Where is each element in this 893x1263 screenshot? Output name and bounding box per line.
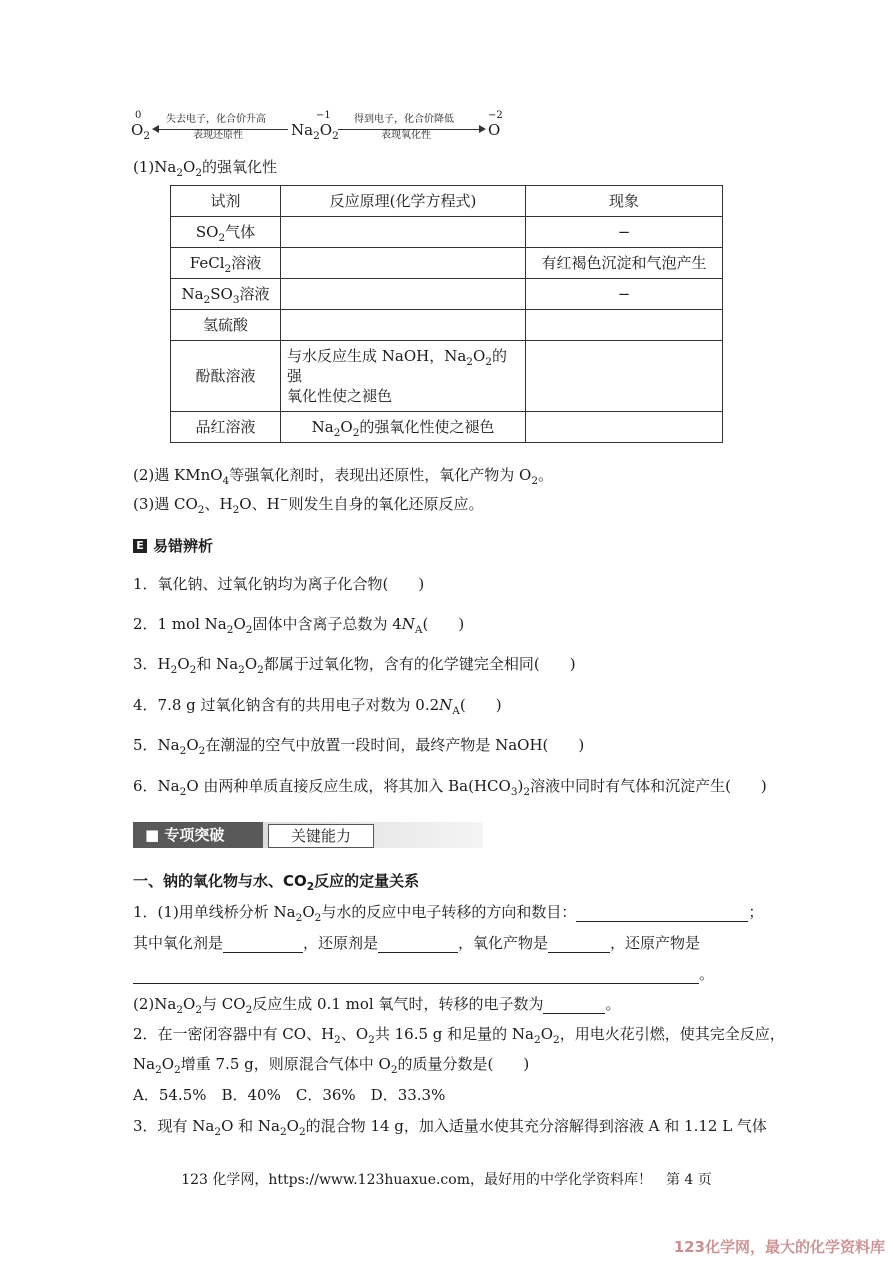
- banner-key-ability: 关键能力: [268, 824, 374, 848]
- gain-electron-label: 得到电子，化合价降低: [354, 114, 454, 125]
- phenomenon-cell: −: [526, 279, 723, 310]
- phenomenon-cell: [526, 412, 723, 443]
- principle-cell: 与水反应生成 NaOH，$Na_2O_2$的强 氧化性使之褪色: [281, 341, 526, 412]
- question-1-part-2: $(2)Na_2O_2$与 $CO_2$反应生成 0.1 mol 氧气时，转移的电子数为 。: [133, 995, 621, 1016]
- oxidizing-label: 表现氧化性: [381, 130, 431, 141]
- ox-state-o: −2: [488, 110, 503, 121]
- reductant-blank[interactable]: [378, 936, 458, 953]
- list-item: 4．7.8 g 过氧化钠含有的共用电子对数为 $0.2N_A$( ): [133, 696, 502, 717]
- arrow-right-icon: [479, 125, 486, 133]
- reagent-cell: 品红溶液: [171, 412, 281, 443]
- table-row: [171, 310, 723, 341]
- phenomenon-cell: [526, 341, 723, 412]
- table-row: [171, 279, 723, 310]
- list-item: 5．$Na_2O_2$在潮湿的空气中放置一段时间，最终产物是 NaOH( ): [133, 736, 585, 757]
- banner-special-topic: ■ 专项突破: [133, 822, 263, 848]
- oxidant-blank[interactable]: [223, 936, 303, 953]
- reaction-table: [170, 185, 723, 443]
- watermark: 123化学网，最大的化学资料库: [673, 1238, 885, 1256]
- section-tag-icon: E: [133, 539, 147, 553]
- question-1-line-2: 其中氧化剂是 ，还原剂是 ，氧化产物是 ，还原产物是: [133, 934, 701, 952]
- principle-cell: [281, 310, 526, 341]
- reducing-property-line: (2)遇 KMnO$_4$等强氧化剂时，表现出还原性，氧化产物为 $O_2$。: [133, 466, 554, 487]
- phenomenon-cell: 有红褐色沉淀和气泡产生: [526, 248, 723, 279]
- page-footer: 123 化学网，https://www.123huaxue.com，最好用的中学化学资料库！ 第 4 页: [181, 1172, 712, 1188]
- question-2-line-2: $Na_2O_2$增重 7.5 g，则原混合气体中 $O_2$的质量分数是( ): [133, 1055, 530, 1076]
- lose-electron-label: 失去电子，化合价升高: [166, 114, 266, 125]
- header-reagent: 试剂: [171, 186, 281, 217]
- reduction-product-blank[interactable]: [133, 967, 699, 984]
- reagent-cell: $SO_2$气体: [171, 217, 281, 248]
- ox-state-na2o2: −1: [316, 110, 331, 121]
- list-item: 1．氧化钠、过氧化钠均为离子化合物( ): [133, 575, 425, 593]
- reagent-cell: FeCl$_2$溶液: [171, 248, 281, 279]
- species-o: O: [488, 121, 501, 139]
- table-row: [171, 248, 723, 279]
- list-item: 2．1 mol $Na_2O_2$固体中含离子总数为 $4N_A$( ): [133, 615, 465, 636]
- principle-cell: [281, 279, 526, 310]
- question-2-line-1: 2．在一密闭容器中有 CO、$H_2$、$O_2$共 16.5 g 和足量的 $Na_2O_2$，用电火花引燃，使其完全反应，: [133, 1025, 785, 1046]
- reagent-cell: 酚酞溶液: [171, 341, 281, 412]
- principle-cell: [281, 248, 526, 279]
- principle-cell: [281, 217, 526, 248]
- table-row: [171, 412, 723, 443]
- question-2-options: A．54.5% B．40% C．36% D．33.3%: [133, 1086, 446, 1104]
- table-row: [171, 341, 723, 412]
- strong-oxidizing-heading: $(1)Na_2O_2$的强氧化性: [133, 158, 278, 179]
- header-principle: 反应原理(化学方程式): [281, 186, 526, 217]
- principle-cell: $Na_2O_2$的强氧化性使之褪色: [281, 412, 526, 443]
- reagent-cell: 氢硫酸: [171, 310, 281, 341]
- electron-count-blank[interactable]: [543, 997, 605, 1014]
- question-3-line-1: 3．现有 $Na_2O$ 和 $Na_2O_2$的混合物 14 g，加入适量水使其充分溶解得到溶液 A 和 1.12 L 气体: [133, 1117, 767, 1138]
- phenomenon-cell: −: [526, 217, 723, 248]
- species-na2o2: $Na_2O_2$: [291, 121, 339, 142]
- phenomenon-cell: [526, 310, 723, 341]
- self-redox-line: (3)遇 $CO_2$、$H_2O$、H−则发生自身的氧化还原反应。: [133, 494, 484, 516]
- table-header-row: [171, 186, 723, 217]
- answer-blank[interactable]: [576, 905, 748, 922]
- species-o2: $O_2$: [131, 121, 150, 142]
- header-phenomenon: 现象: [526, 186, 723, 217]
- list-item: 6．$Na_2O$ 由两种单质直接反应生成，将其加入 $Ba(HCO_3)_2$溶液中同时有气体和沉淀产生( ): [133, 777, 767, 798]
- ox-state-o2: 0: [135, 110, 142, 121]
- part-heading: 一、钠的氧化物与水、$CO_2$反应的定量关系: [133, 872, 420, 893]
- reducing-label: 表现还原性: [193, 130, 243, 141]
- section-title: 易错辨析: [153, 537, 214, 555]
- reagent-cell: $Na_2SO_3$溶液: [171, 279, 281, 310]
- list-item: 3．$H_2O_2$和 $Na_2O_2$都属于过氧化物，含有的化学键完全相同( ): [133, 655, 576, 676]
- oxidation-product-blank[interactable]: [548, 936, 610, 953]
- table-row: [171, 217, 723, 248]
- question-1-line-3: 。: [133, 964, 714, 984]
- question-1-line-1: 1．(1)用单线桥分析 $Na_2O_2$与水的反应中电子转移的方向和数目： ；: [133, 903, 764, 924]
